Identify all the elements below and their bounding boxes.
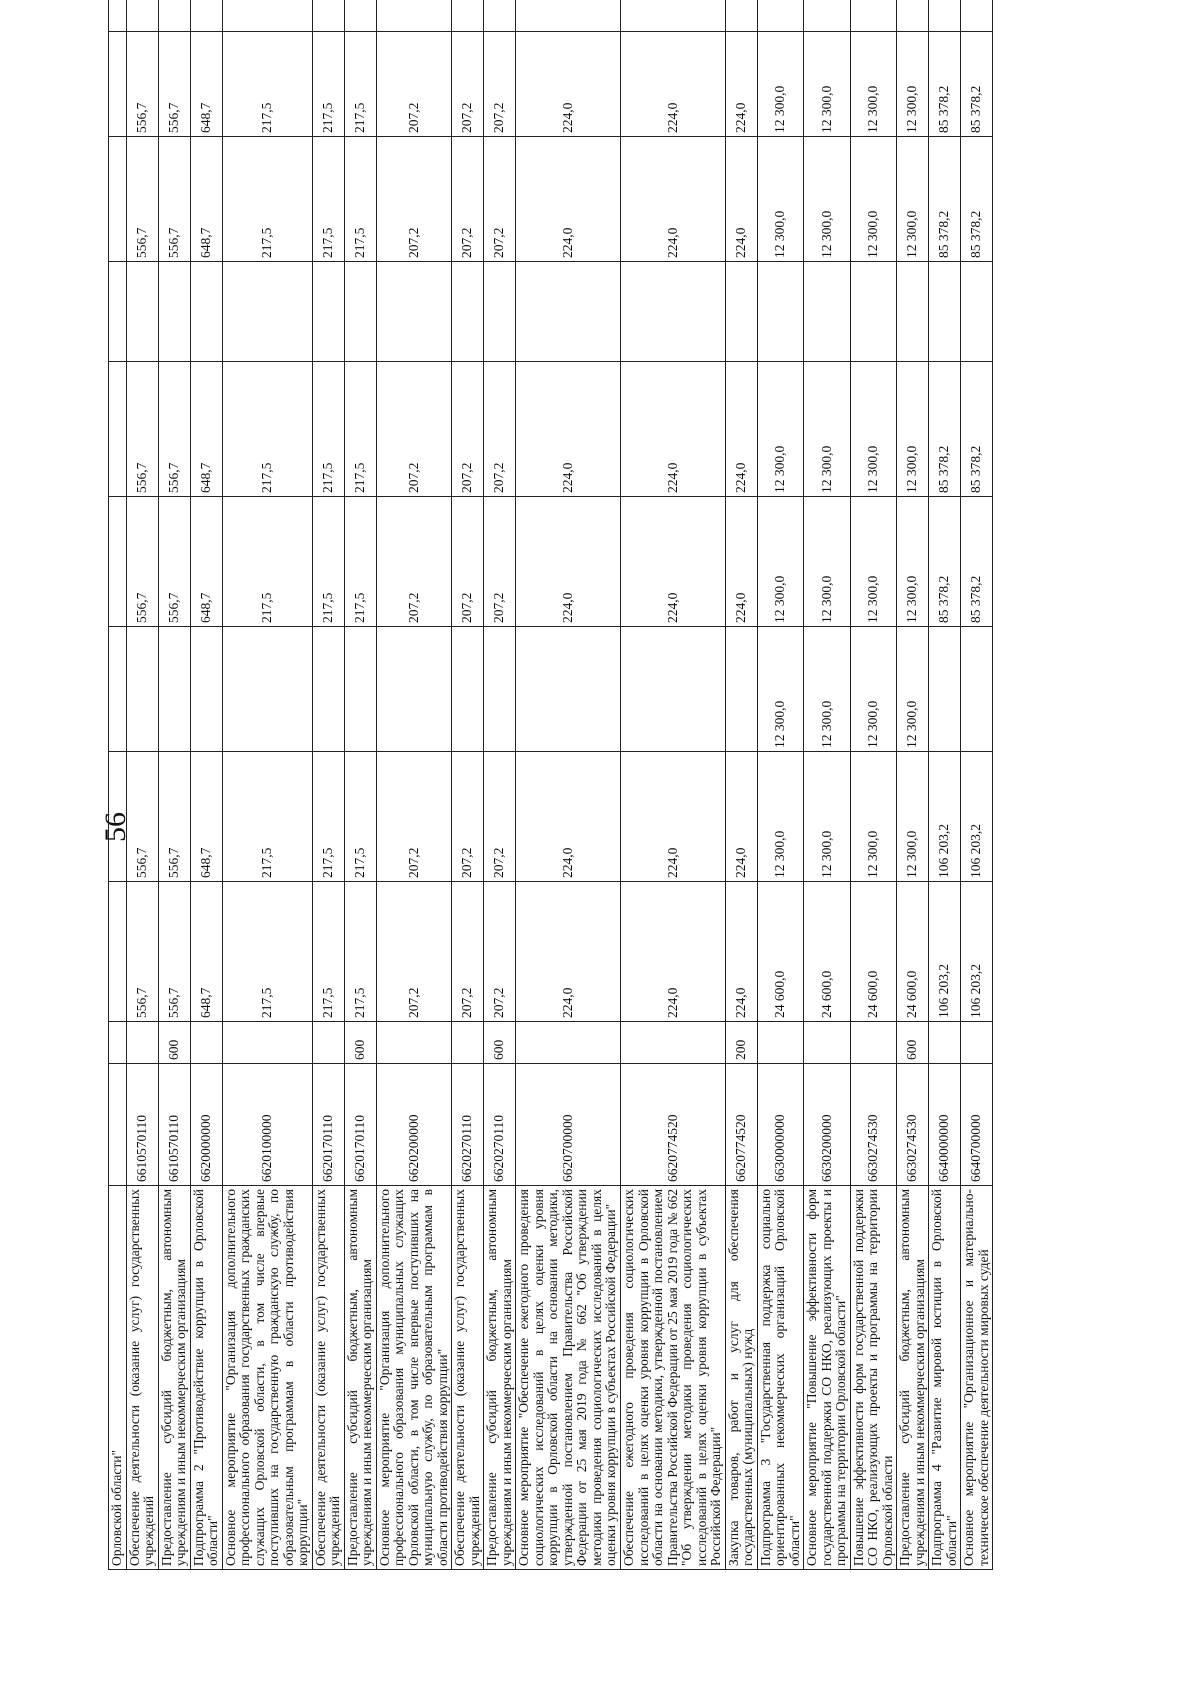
amount-cell bbox=[484, 627, 516, 752]
amount-cell: 12 300,0 bbox=[897, 32, 929, 137]
amount-cell: 207,2 bbox=[376, 497, 452, 627]
expense-type-code bbox=[621, 1022, 726, 1064]
target-article-code: 6620700000 bbox=[516, 1064, 621, 1186]
expense-type-code: 600 bbox=[897, 1022, 929, 1064]
amount-cell: 207,2 bbox=[484, 752, 516, 882]
amount-cell: 106 203,2 bbox=[961, 752, 993, 882]
target-article-code: 6640000000 bbox=[929, 1064, 961, 1186]
amount-cell: 24 600,0 bbox=[897, 882, 929, 1022]
table-row bbox=[961, 0, 993, 1570]
expense-type-code bbox=[850, 1022, 897, 1064]
target-article-code: 6620774520 bbox=[725, 1064, 757, 1186]
amount-cell bbox=[452, 0, 484, 32]
amount-cell: 85 378,2 bbox=[929, 32, 961, 137]
target-article-code: 6630200000 bbox=[804, 1064, 851, 1186]
amount-cell: 207,2 bbox=[484, 882, 516, 1022]
amount-cell: 85 378,2 bbox=[929, 362, 961, 497]
amount-cell bbox=[312, 262, 344, 362]
amount-cell: 556,7 bbox=[158, 32, 190, 137]
amount-cell: 224,0 bbox=[516, 362, 621, 497]
amount-cell: 12 300,0 bbox=[804, 362, 851, 497]
amount-cell: 217,5 bbox=[344, 137, 376, 262]
amount-cell bbox=[126, 0, 158, 32]
target-article-code: 6610570110 bbox=[126, 1064, 158, 1186]
amount-cell: 556,7 bbox=[126, 362, 158, 497]
amount-cell: 85 378,2 bbox=[961, 32, 993, 137]
amount-cell bbox=[126, 627, 158, 752]
amount-cell bbox=[312, 627, 344, 752]
amount-cell bbox=[961, 262, 993, 362]
amount-cell: 207,2 bbox=[376, 752, 452, 882]
amount-cell bbox=[929, 0, 961, 32]
amount-cell bbox=[190, 262, 222, 362]
row-name: Предоставление субсидий бюджетным, автономным учреждениям и иным некоммерческим организациям bbox=[897, 1186, 929, 1570]
amount-cell bbox=[109, 137, 127, 262]
amount-cell: 224,0 bbox=[725, 882, 757, 1022]
table-row bbox=[158, 0, 190, 1570]
amount-cell bbox=[109, 32, 127, 137]
amount-cell: 12 300,0 bbox=[897, 137, 929, 262]
row-name: Обеспечение ежегодного проведения социологических исследований в целях оценки уровня коррупции в Орловской области на основании методики, утвержденной постановлением Правительства Российской Федерации от 25 мая 2019 года № 662 "Об утверждении методики проведения социологических исследований в целях оценки уровня коррупции в субъектах Российской Федерации" bbox=[621, 1186, 726, 1570]
amount-cell bbox=[804, 262, 851, 362]
amount-cell: 207,2 bbox=[452, 497, 484, 627]
amount-cell: 224,0 bbox=[621, 752, 726, 882]
amount-cell: 207,2 bbox=[376, 882, 452, 1022]
table-row bbox=[312, 0, 344, 1570]
amount-cell bbox=[484, 262, 516, 362]
amount-cell: 224,0 bbox=[725, 362, 757, 497]
expense-type-code bbox=[961, 1022, 993, 1064]
amount-cell bbox=[725, 262, 757, 362]
expense-type-code bbox=[126, 1022, 158, 1064]
amount-cell: 207,2 bbox=[376, 362, 452, 497]
amount-cell bbox=[222, 262, 312, 362]
expense-type-code bbox=[757, 1022, 804, 1064]
amount-cell: 224,0 bbox=[621, 882, 726, 1022]
amount-cell bbox=[222, 627, 312, 752]
amount-cell: 207,2 bbox=[452, 362, 484, 497]
row-name: Основное мероприятие "Организация дополнительного профессионального образования муниципальных служащих Орловской области, в том числе впервые поступивших на муниципальную службу, по образовательным программам в области противодействия коррупции" bbox=[376, 1186, 452, 1570]
amount-cell: 556,7 bbox=[158, 752, 190, 882]
amount-cell: 224,0 bbox=[621, 362, 726, 497]
amount-cell bbox=[725, 627, 757, 752]
amount-cell: 224,0 bbox=[621, 497, 726, 627]
amount-cell: 556,7 bbox=[126, 882, 158, 1022]
expense-type-code: 600 bbox=[158, 1022, 190, 1064]
amount-cell: 12 300,0 bbox=[757, 362, 804, 497]
amount-cell: 12 300,0 bbox=[850, 752, 897, 882]
target-article-code: 6620170110 bbox=[344, 1064, 376, 1186]
target-article-code: 6620270110 bbox=[484, 1064, 516, 1186]
table-row bbox=[452, 0, 484, 1570]
table-row bbox=[850, 0, 897, 1570]
target-article-code: 6620774520 bbox=[621, 1064, 726, 1186]
amount-cell: 207,2 bbox=[376, 137, 452, 262]
amount-cell: 224,0 bbox=[516, 137, 621, 262]
amount-cell: 224,0 bbox=[725, 497, 757, 627]
amount-cell bbox=[452, 262, 484, 362]
amount-cell: 12 300,0 bbox=[804, 627, 851, 752]
amount-cell: 85 378,2 bbox=[929, 497, 961, 627]
amount-cell bbox=[516, 0, 621, 32]
amount-cell bbox=[757, 0, 804, 32]
amount-cell: 556,7 bbox=[126, 497, 158, 627]
amount-cell bbox=[109, 262, 127, 362]
amount-cell: 85 378,2 bbox=[961, 497, 993, 627]
amount-cell bbox=[344, 0, 376, 32]
amount-cell bbox=[929, 627, 961, 752]
amount-cell bbox=[158, 262, 190, 362]
target-article-code: 6640700000 bbox=[961, 1064, 993, 1186]
amount-cell bbox=[929, 262, 961, 362]
amount-cell: 217,5 bbox=[222, 882, 312, 1022]
amount-cell: 217,5 bbox=[312, 362, 344, 497]
amount-cell bbox=[109, 362, 127, 497]
amount-cell: 12 300,0 bbox=[897, 362, 929, 497]
table-row bbox=[804, 0, 851, 1570]
amount-cell bbox=[376, 627, 452, 752]
amount-cell: 12 300,0 bbox=[757, 627, 804, 752]
amount-cell: 12 300,0 bbox=[897, 497, 929, 627]
row-name: Предоставление субсидий бюджетным, автономным учреждениям и иным некоммерческим организациям bbox=[344, 1186, 376, 1570]
amount-cell bbox=[376, 262, 452, 362]
amount-cell: 556,7 bbox=[158, 882, 190, 1022]
amount-cell: 12 300,0 bbox=[897, 627, 929, 752]
target-article-code bbox=[109, 1064, 127, 1186]
amount-cell: 207,2 bbox=[484, 137, 516, 262]
row-name: Орловской области" bbox=[109, 1186, 127, 1570]
amount-cell: 217,5 bbox=[222, 137, 312, 262]
amount-cell: 12 300,0 bbox=[804, 497, 851, 627]
amount-cell bbox=[158, 627, 190, 752]
amount-cell bbox=[190, 627, 222, 752]
expense-type-code bbox=[516, 1022, 621, 1064]
table-row bbox=[757, 0, 804, 1570]
row-name: Подпрограмма 4 "Развитие мировой юстиции в Орловской области" bbox=[929, 1186, 961, 1570]
expense-type-code bbox=[929, 1022, 961, 1064]
amount-cell: 217,5 bbox=[344, 362, 376, 497]
budget-table bbox=[108, 0, 993, 1570]
amount-cell: 12 300,0 bbox=[850, 627, 897, 752]
row-name: Подпрограмма 2 "Противодействие коррупции в Орловской области" bbox=[190, 1186, 222, 1570]
amount-cell: 648,7 bbox=[190, 882, 222, 1022]
amount-cell bbox=[109, 882, 127, 1022]
amount-cell: 224,0 bbox=[621, 137, 726, 262]
amount-cell: 556,7 bbox=[158, 137, 190, 262]
amount-cell: 217,5 bbox=[344, 32, 376, 137]
amount-cell: 12 300,0 bbox=[757, 32, 804, 137]
table-body bbox=[109, 0, 993, 1570]
target-article-code: 6620270110 bbox=[452, 1064, 484, 1186]
target-article-code: 6630000000 bbox=[757, 1064, 804, 1186]
expense-type-code bbox=[452, 1022, 484, 1064]
expense-type-code bbox=[312, 1022, 344, 1064]
amount-cell: 648,7 bbox=[190, 497, 222, 627]
amount-cell bbox=[757, 262, 804, 362]
amount-cell: 217,5 bbox=[222, 752, 312, 882]
amount-cell: 24 600,0 bbox=[757, 882, 804, 1022]
amount-cell: 217,5 bbox=[222, 32, 312, 137]
table-row bbox=[725, 0, 757, 1570]
expense-type-code bbox=[190, 1022, 222, 1064]
amount-cell: 648,7 bbox=[190, 32, 222, 137]
amount-cell bbox=[312, 0, 344, 32]
target-article-code: 6630274530 bbox=[850, 1064, 897, 1186]
amount-cell: 12 300,0 bbox=[804, 32, 851, 137]
row-name: Предоставление субсидий бюджетным, автономным учреждениям и иным некоммерческим организациям bbox=[484, 1186, 516, 1570]
amount-cell: 12 300,0 bbox=[804, 752, 851, 882]
table-row bbox=[376, 0, 452, 1570]
amount-cell bbox=[850, 262, 897, 362]
amount-cell: 224,0 bbox=[725, 752, 757, 882]
row-name: Обеспечение деятельности (оказание услуг) государственных учреждений bbox=[126, 1186, 158, 1570]
amount-cell: 224,0 bbox=[725, 137, 757, 262]
amount-cell: 207,2 bbox=[484, 362, 516, 497]
row-name: Предоставление субсидий бюджетным, автономным учреждениям и иным некоммерческим организациям bbox=[158, 1186, 190, 1570]
table-row bbox=[621, 0, 726, 1570]
amount-cell: 207,2 bbox=[452, 752, 484, 882]
amount-cell: 648,7 bbox=[190, 362, 222, 497]
amount-cell: 12 300,0 bbox=[850, 32, 897, 137]
amount-cell: 217,5 bbox=[312, 882, 344, 1022]
expense-type-code bbox=[376, 1022, 452, 1064]
amount-cell bbox=[621, 0, 726, 32]
amount-cell: 85 378,2 bbox=[929, 137, 961, 262]
row-name: Обеспечение деятельности (оказание услуг) государственных учреждений bbox=[452, 1186, 484, 1570]
amount-cell: 217,5 bbox=[312, 137, 344, 262]
table-row bbox=[190, 0, 222, 1570]
amount-cell bbox=[344, 262, 376, 362]
amount-cell: 12 300,0 bbox=[850, 497, 897, 627]
amount-cell bbox=[484, 0, 516, 32]
amount-cell bbox=[961, 627, 993, 752]
amount-cell bbox=[621, 262, 726, 362]
amount-cell bbox=[516, 262, 621, 362]
amount-cell: 217,5 bbox=[222, 362, 312, 497]
table-row bbox=[484, 0, 516, 1570]
amount-cell: 648,7 bbox=[190, 752, 222, 882]
table-row bbox=[929, 0, 961, 1570]
amount-cell bbox=[452, 627, 484, 752]
amount-cell: 217,5 bbox=[312, 752, 344, 882]
amount-cell bbox=[725, 0, 757, 32]
amount-cell: 207,2 bbox=[376, 32, 452, 137]
target-article-code: 6620170110 bbox=[312, 1064, 344, 1186]
amount-cell bbox=[850, 0, 897, 32]
amount-cell: 217,5 bbox=[344, 882, 376, 1022]
table-row bbox=[222, 0, 312, 1570]
expense-type-code bbox=[222, 1022, 312, 1064]
amount-cell: 556,7 bbox=[158, 497, 190, 627]
amount-cell bbox=[126, 262, 158, 362]
row-name: Повышение эффективности форм государственной поддержки СО НКО, реализующих проекты и программы на территории Орловской области bbox=[850, 1186, 897, 1570]
expense-type-code: 200 bbox=[725, 1022, 757, 1064]
amount-cell: 207,2 bbox=[484, 32, 516, 137]
table-row bbox=[109, 0, 127, 1570]
row-name: Основное мероприятие "Организационное и материально-техническое обеспечение деятельности мировых судей bbox=[961, 1186, 993, 1570]
amount-cell bbox=[190, 0, 222, 32]
expense-type-code: 600 bbox=[484, 1022, 516, 1064]
target-article-code: 6620000000 bbox=[190, 1064, 222, 1186]
amount-cell: 217,5 bbox=[222, 497, 312, 627]
amount-cell: 12 300,0 bbox=[850, 137, 897, 262]
amount-cell: 648,7 bbox=[190, 137, 222, 262]
amount-cell: 106 203,2 bbox=[929, 882, 961, 1022]
amount-cell: 12 300,0 bbox=[757, 497, 804, 627]
amount-cell: 12 300,0 bbox=[850, 362, 897, 497]
amount-cell bbox=[961, 0, 993, 32]
amount-cell: 85 378,2 bbox=[961, 362, 993, 497]
amount-cell: 24 600,0 bbox=[850, 882, 897, 1022]
amount-cell: 217,5 bbox=[344, 752, 376, 882]
amount-cell bbox=[109, 752, 127, 882]
amount-cell: 207,2 bbox=[484, 497, 516, 627]
amount-cell bbox=[516, 627, 621, 752]
amount-cell bbox=[109, 497, 127, 627]
row-name: Закупка товаров, работ и услуг для обеспечения государственных (муниципальных) нужд bbox=[725, 1186, 757, 1570]
expense-type-code bbox=[804, 1022, 851, 1064]
amount-cell: 224,0 bbox=[516, 32, 621, 137]
amount-cell bbox=[344, 627, 376, 752]
amount-cell: 224,0 bbox=[516, 497, 621, 627]
expense-type-code bbox=[109, 1022, 127, 1064]
amount-cell: 217,5 bbox=[344, 497, 376, 627]
target-article-code: 6620200000 bbox=[376, 1064, 452, 1186]
amount-cell: 556,7 bbox=[126, 752, 158, 882]
page-number: 56 bbox=[99, 812, 132, 842]
amount-cell: 217,5 bbox=[312, 32, 344, 137]
amount-cell: 556,7 bbox=[126, 32, 158, 137]
table-row bbox=[344, 0, 376, 1570]
amount-cell: 207,2 bbox=[452, 32, 484, 137]
amount-cell bbox=[804, 0, 851, 32]
amount-cell bbox=[158, 0, 190, 32]
target-article-code: 6610570110 bbox=[158, 1064, 190, 1186]
table-row bbox=[516, 0, 621, 1570]
amount-cell bbox=[897, 0, 929, 32]
row-name: Основное мероприятие "Обеспечение ежегодного проведения социологических исследований в целях оценки уровня коррупции в Орловской области на основании методики, утвержденной постановлением Правительства Российской Федерации от 25 мая 2019 года № 662 "Об утверждении методики проведения социологических исследований в целях оценки уровня коррупции в субъектах Российской Федерации" bbox=[516, 1186, 621, 1570]
row-name: Основное мероприятие "Повышение эффективности форм государственной поддержки СО НКО, реализующих проекты и программы на территории Орловской области" bbox=[804, 1186, 851, 1570]
amount-cell: 207,2 bbox=[452, 137, 484, 262]
target-article-code: 6620100000 bbox=[222, 1064, 312, 1186]
amount-cell: 224,0 bbox=[725, 32, 757, 137]
amount-cell: 12 300,0 bbox=[897, 752, 929, 882]
amount-cell: 224,0 bbox=[516, 752, 621, 882]
amount-cell bbox=[621, 627, 726, 752]
amount-cell: 12 300,0 bbox=[757, 137, 804, 262]
row-name: Подпрограмма 3 "Государственная поддержка социально ориентированных некоммерческих организаций Орловской области" bbox=[757, 1186, 804, 1570]
amount-cell: 12 300,0 bbox=[757, 752, 804, 882]
amount-cell bbox=[376, 0, 452, 32]
table-row bbox=[897, 0, 929, 1570]
amount-cell bbox=[109, 627, 127, 752]
expense-type-code: 600 bbox=[344, 1022, 376, 1064]
table-row bbox=[126, 0, 158, 1570]
amount-cell: 224,0 bbox=[516, 882, 621, 1022]
amount-cell: 556,7 bbox=[126, 137, 158, 262]
amount-cell bbox=[222, 0, 312, 32]
amount-cell: 217,5 bbox=[312, 497, 344, 627]
row-name: Обеспечение деятельности (оказание услуг) государственных учреждений bbox=[312, 1186, 344, 1570]
table-container bbox=[108, 80, 1200, 1570]
amount-cell: 24 600,0 bbox=[804, 882, 851, 1022]
amount-cell: 207,2 bbox=[452, 882, 484, 1022]
amount-cell: 106 203,2 bbox=[961, 882, 993, 1022]
rotated-page bbox=[108, 80, 1200, 1570]
amount-cell: 224,0 bbox=[621, 32, 726, 137]
amount-cell: 556,7 bbox=[158, 362, 190, 497]
amount-cell bbox=[897, 262, 929, 362]
amount-cell: 12 300,0 bbox=[804, 137, 851, 262]
row-name: Основное мероприятие "Организация дополнительного профессионального образования государственных гражданских служащих Орловской области, в том числе впервые поступивших на государственную гражданскую службу, по образовательным программам в области противодействия коррупции" bbox=[222, 1186, 312, 1570]
amount-cell: 85 378,2 bbox=[961, 137, 993, 262]
amount-cell bbox=[109, 0, 127, 32]
amount-cell: 106 203,2 bbox=[929, 752, 961, 882]
target-article-code: 6630274530 bbox=[897, 1064, 929, 1186]
